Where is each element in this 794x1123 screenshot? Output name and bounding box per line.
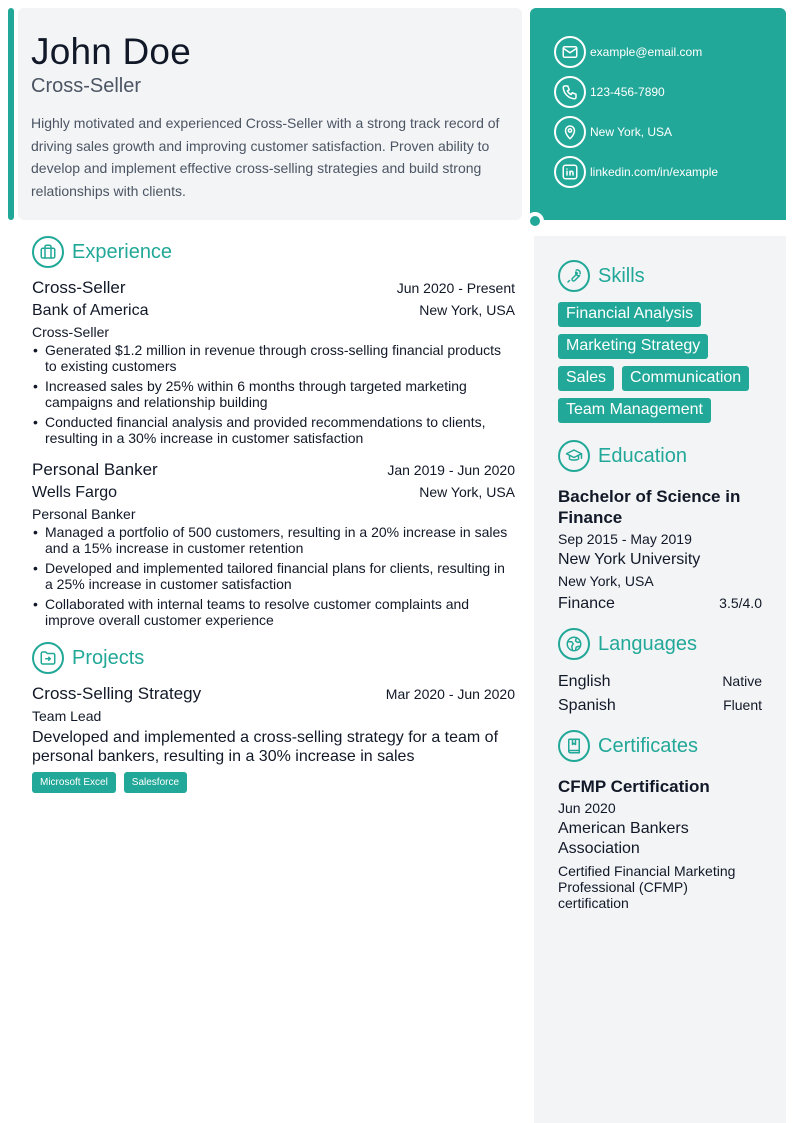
project-role: Team Lead xyxy=(32,708,102,724)
header-accent-bar xyxy=(8,8,14,220)
globe-icon xyxy=(558,628,590,660)
education-field: Finance xyxy=(558,595,615,612)
job-company: Bank of America xyxy=(32,302,149,319)
project-tags xyxy=(32,772,515,793)
folder-icon xyxy=(32,642,64,674)
certificates-title: Certificates xyxy=(598,734,699,757)
education-dates: Sep 2015 - May 2019 xyxy=(558,531,692,547)
profile-summary: Highly motivated and experienced Cross-Seller with a strong track record of driving sales growth and improving customer satisfaction. Proven ability to develop and implement effective cross-selling strategies and build strong relationships with clients. xyxy=(31,115,500,199)
certificates-heading xyxy=(558,730,762,762)
contact-email[interactable] xyxy=(554,32,786,72)
project-tag: Microsoft Excel xyxy=(32,772,116,793)
certificate-date: Jun 2020 xyxy=(558,800,616,816)
job-bullets xyxy=(32,342,515,446)
education-school: New York University xyxy=(558,551,701,568)
language-name: English xyxy=(558,673,611,690)
job-title: Personal Banker xyxy=(32,460,158,479)
skills-section xyxy=(558,260,762,423)
job-title: Cross-Seller xyxy=(32,278,126,297)
contact-linkedin[interactable] xyxy=(554,152,786,192)
education-degree: Bachelor of Science in Finance xyxy=(558,487,741,527)
languages-heading xyxy=(558,628,762,660)
contact-location-text: New York, USA xyxy=(590,125,673,139)
job-bullet: • Conducted financial analysis and provided recommendations to clients, resulting in a 30% increase in customer satisfaction xyxy=(32,414,515,446)
project-description: Developed and implemented a cross-selling strategy for a team of personal bankers, resulting in a 30% increase in sales xyxy=(32,729,499,765)
skill-tag: Team Management xyxy=(558,398,711,423)
header-connector-dot xyxy=(526,212,544,230)
education-title: Education xyxy=(598,444,687,467)
languages-section xyxy=(558,628,762,716)
candidate-name: John Doe xyxy=(31,31,191,72)
job-bullets xyxy=(32,524,515,628)
contact-linkedin-text: linkedin.com/in/example xyxy=(590,165,719,179)
skill-tag: Sales xyxy=(558,366,614,391)
job-bullet: • Developed and implemented tailored financial plans for clients, resulting in a 25% increase in customer satisfaction xyxy=(32,560,515,592)
language-level: Native xyxy=(722,673,762,689)
education-field-row xyxy=(558,594,762,614)
project-title: Cross-Selling Strategy xyxy=(32,684,202,703)
skills-title: Skills xyxy=(598,264,645,287)
job-bullet: • Managed a portfolio of 500 customers, resulting in a 20% increase in sales and a 15% increase in customer retention xyxy=(32,524,515,556)
header-summary-panel xyxy=(18,8,522,220)
language-level: Fluent xyxy=(723,697,762,713)
graduation-cap-icon xyxy=(558,440,590,472)
skill-tag: Communication xyxy=(622,366,749,391)
skill-tag: Financial Analysis xyxy=(558,302,701,327)
skill-tag: Marketing Strategy xyxy=(558,334,708,359)
experience-item xyxy=(32,460,515,628)
certificate-issuer: American Bankers Association xyxy=(558,820,689,857)
certificates-section xyxy=(558,730,762,911)
job-dates: Jun 2020 - Present xyxy=(396,280,515,296)
project-dates: Mar 2020 - Jun 2020 xyxy=(385,686,515,702)
job-location: New York, USA xyxy=(419,302,515,318)
languages-title: Languages xyxy=(598,632,697,655)
contact-panel xyxy=(530,8,786,220)
skills-heading xyxy=(558,260,762,292)
contact-phone[interactable] xyxy=(554,72,786,112)
contact-phone-text: 123-456-7890 xyxy=(590,85,665,99)
certificate-description: Certified Financial Marketing Professional (CFMP) certification xyxy=(558,863,736,911)
education-location: New York, USA xyxy=(558,573,654,589)
linkedin-icon xyxy=(554,156,586,188)
phone-icon xyxy=(554,76,586,108)
projects-heading xyxy=(32,642,515,674)
language-item xyxy=(558,696,762,716)
candidate-role: Cross-Seller xyxy=(31,75,142,97)
education-heading xyxy=(558,440,762,472)
main-column xyxy=(32,236,515,793)
map-pin-icon xyxy=(554,116,586,148)
contact-email-text: example@email.com xyxy=(590,45,703,59)
job-bullet: • Collaborated with internal teams to resolve customer complaints and improve overall customer experience xyxy=(32,596,515,628)
projects-title: Projects xyxy=(72,646,145,669)
project-tag: Salesforce xyxy=(124,772,187,793)
sidebar xyxy=(534,236,786,1123)
certificate-name: CFMP Certification xyxy=(558,777,710,796)
job-company: Wells Fargo xyxy=(32,484,118,501)
book-icon xyxy=(558,730,590,762)
job-subtitle: Personal Banker xyxy=(32,506,136,522)
wrench-icon xyxy=(558,260,590,292)
project-item xyxy=(32,684,515,793)
experience-heading xyxy=(32,236,515,268)
language-item xyxy=(558,672,762,692)
job-bullet: • Generated $1.2 million in revenue through cross-selling financial products to existing customers xyxy=(32,342,515,374)
skills-list xyxy=(558,302,762,423)
contact-location xyxy=(554,112,786,152)
education-gpa: 3.5/4.0 xyxy=(719,595,762,611)
job-location: New York, USA xyxy=(419,484,515,500)
envelope-icon xyxy=(554,36,586,68)
job-subtitle: Cross-Seller xyxy=(32,324,110,340)
experience-title: Experience xyxy=(72,240,173,263)
job-dates: Jan 2019 - Jun 2020 xyxy=(387,462,515,478)
education-section xyxy=(558,440,762,614)
briefcase-icon xyxy=(32,236,64,268)
experience-item xyxy=(32,278,515,446)
language-name: Spanish xyxy=(558,697,616,714)
job-bullet: • Increased sales by 25% within 6 months through targeted marketing campaigns and relationship building xyxy=(32,378,515,410)
